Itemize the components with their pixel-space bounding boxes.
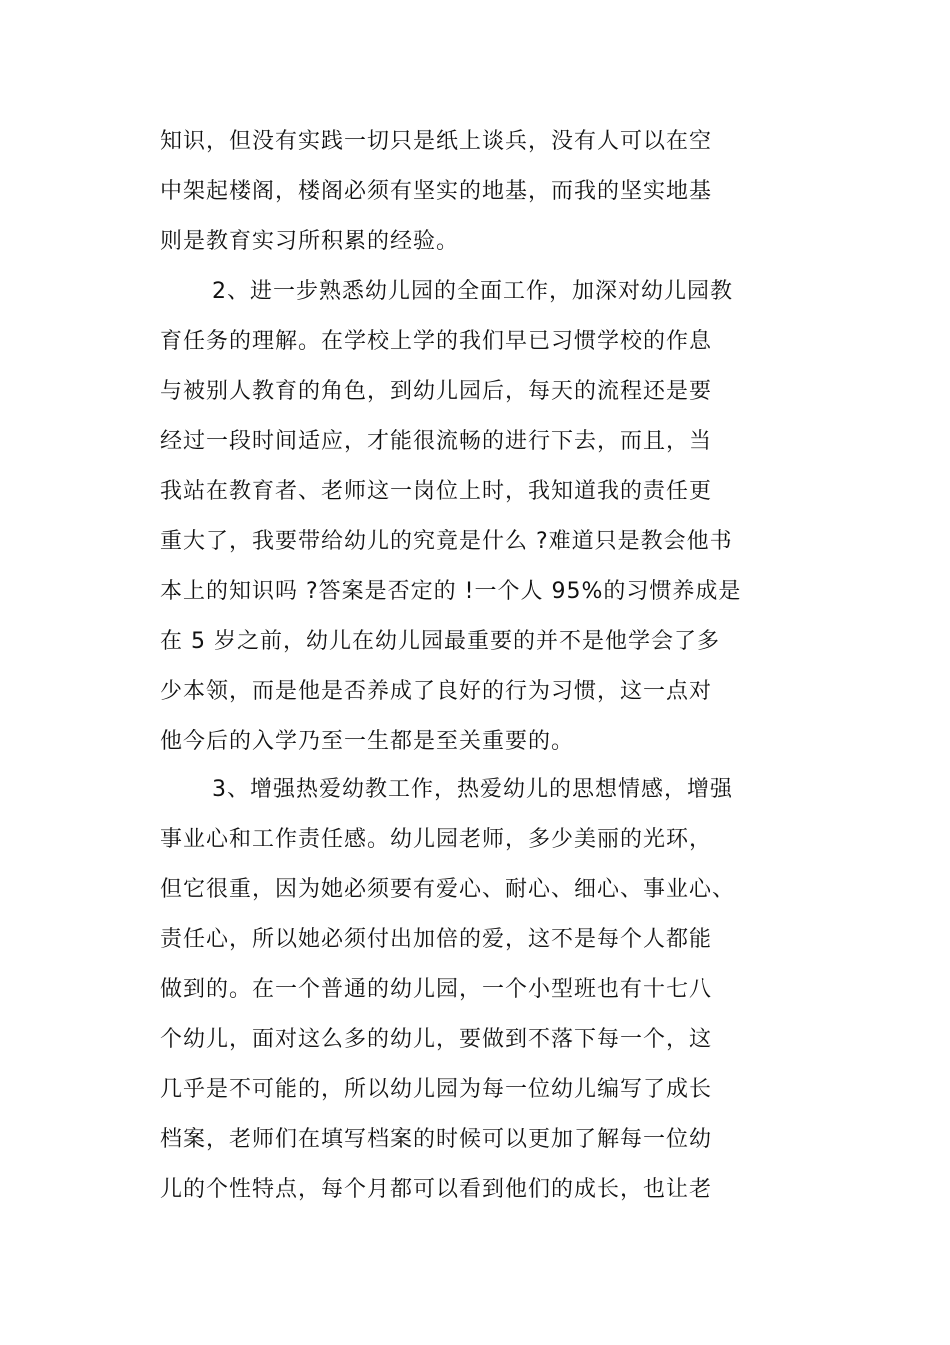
text-line: 重大了，我要带给幼儿的究竟是什么 ?难道只是教会他书 (160, 529, 733, 554)
text-line: 儿的个性特点，每个月都可以看到他们的成长，也让老 (160, 1177, 713, 1202)
text-line: 知识，但没有实践一切只是纸上谈兵，没有人可以在空 (160, 129, 713, 154)
text-line: 经过一段时间适应，才能很流畅的进行下去，而且，当 (160, 429, 713, 454)
text-line: 本上的知识吗 ?答案是否定的 !一个人 95%的习惯养成是 (160, 579, 742, 604)
paragraph-2-start: 2、进一步熟悉幼儿园的全面工作，加深对幼儿园教 (212, 279, 733, 304)
text-line: 但它很重，因为她必须要有爱心、耐心、细心、事业心、 (160, 877, 736, 902)
text-line: 档案，老师们在填写档案的时候可以更加了解每一位幼 (160, 1127, 713, 1152)
text-line: 他今后的入学乃至一生都是至关重要的。 (160, 729, 575, 754)
text-line: 做到的。在一个普通的幼儿园，一个小型班也有十七八 (160, 977, 713, 1002)
text-line: 几乎是不可能的，所以幼儿园为每一位幼儿编写了成长 (160, 1077, 713, 1102)
text-line: 责任心，所以她必须付出加倍的爱，这不是每个人都能 (160, 927, 713, 952)
text-line: 个幼儿，面对这么多的幼儿，要做到不落下每一个，这 (160, 1027, 713, 1052)
text-line: 在 5 岁之前，幼儿在幼儿园最重要的并不是他学会了多 (160, 629, 720, 654)
text-line: 与被别人教育的角色，到幼儿园后，每天的流程还是要 (160, 379, 713, 404)
text-line: 育任务的理解。在学校上学的我们早已习惯学校的作息 (160, 329, 713, 354)
text-line: 中架起楼阁，楼阁必须有坚实的地基，而我的坚实地基 (160, 179, 713, 204)
text-line: 事业心和工作责任感。幼儿园老师，多少美丽的光环， (160, 827, 713, 852)
paragraph-3-start: 3、增强热爱幼教工作，热爱幼儿的思想情感，增强 (212, 777, 733, 802)
text-line: 则是教育实习所积累的经验。 (160, 229, 460, 254)
text-line: 我站在教育者、老师这一岗位上时，我知道我的责任更 (160, 479, 713, 504)
text-line: 少本领，而是他是否养成了良好的行为习惯，这一点对 (160, 679, 713, 704)
